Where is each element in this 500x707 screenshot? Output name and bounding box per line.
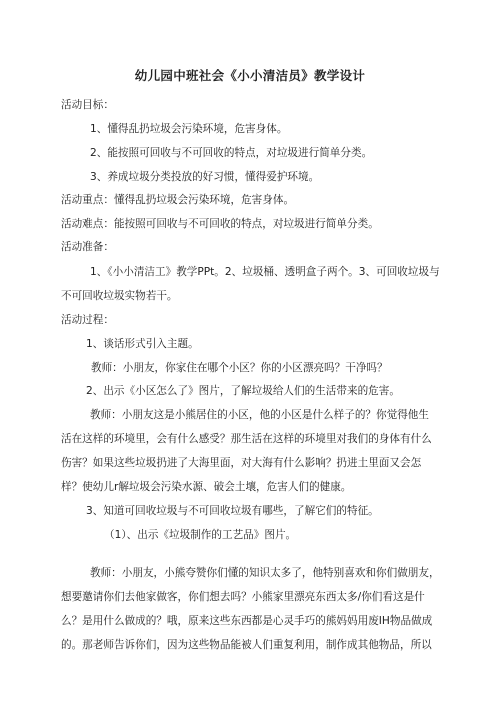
step-1: 1、谈话形式引入主题。: [86, 338, 199, 350]
prep-line-1: 1、《小小清洁工》教学PPt。2、垃圾桶、透明盒子两个。3、可回收垃圾与: [90, 266, 440, 278]
step-3-sub: （1）、出示《垃圾制作的工艺品》图片。: [104, 529, 297, 541]
teacher-line-1: 教师：小朋友，你家住在哪个小区？你的小区漂亮吗？干净吗？: [91, 362, 388, 374]
teacher2-line-3: 伤害？如果这些垃圾扔进了大海里面，对大海有什么影响？扔进土里面又会怎: [61, 457, 422, 469]
key-point: 活动重点：懂得乱扔垃圾会污染环境，危害身体。: [61, 194, 295, 206]
teacher2-line-2: 活在这样的环境里，会有什么感受？那生活在这样的环境里对我们的身体有什么: [61, 433, 432, 445]
goal-item-1: 1、懂得乱扔垃圾会污染环境，危害身体。: [90, 123, 288, 135]
teacher3-line-3: 么？是用什么做成的？哦，原来这些东西都是心灵手巧的熊妈妈用废IH物品做成: [61, 615, 433, 627]
step-3: 3、知道可回收垃圾与不可回收垃圾有哪些，了解它们的特征。: [86, 505, 379, 517]
process-heading: 活动过程：: [61, 314, 114, 326]
step-2: 2、出示《小区怎么了》图片，了解垃圾给人们的生活带来的危害。: [86, 385, 400, 397]
goals-heading: 活动目标：: [61, 99, 114, 111]
teacher2-line-1: 教师：小朋友这是小熊居住的小区，他的小区是什么样子的？你觉得他生: [90, 409, 429, 421]
goal-item-2: 2、能按照可回收与不可回收的特点，对垃圾进行简单分类。: [90, 147, 373, 159]
teacher3-line-4: 的。那老师告诉你们，因为这些物品能被人们重复利用，制作成其他物品，所以: [61, 639, 432, 651]
goal-item-3: 3、养成垃圾分类投放的好习惯，懂得爱护环境。: [90, 171, 320, 183]
teacher2-line-4: 样？使幼儿r解垃圾会污染水源、破会土壤，危害人们的健康。: [61, 481, 352, 493]
teacher3-line-1: 教师：小朋友，小熊夸赞你们懂的知识太多了，他特别喜欢和你们做朋友，: [90, 567, 440, 579]
prep-line-2: 不可回收垃圾实物若干。: [61, 290, 178, 302]
document-title: 幼儿园中班社会《小小清洁员》教学设计: [134, 68, 366, 83]
difficulty: 活动难点：能按照可回收与不可回收的特点，对垃圾进行简单分类。: [61, 218, 379, 230]
teacher3-line-2: 想要邀请你们去他家做客，你们想去吗？小熊家里漂亮东西太多/你们看这是什: [61, 591, 425, 603]
prep-heading: 活动准备：: [61, 241, 114, 253]
